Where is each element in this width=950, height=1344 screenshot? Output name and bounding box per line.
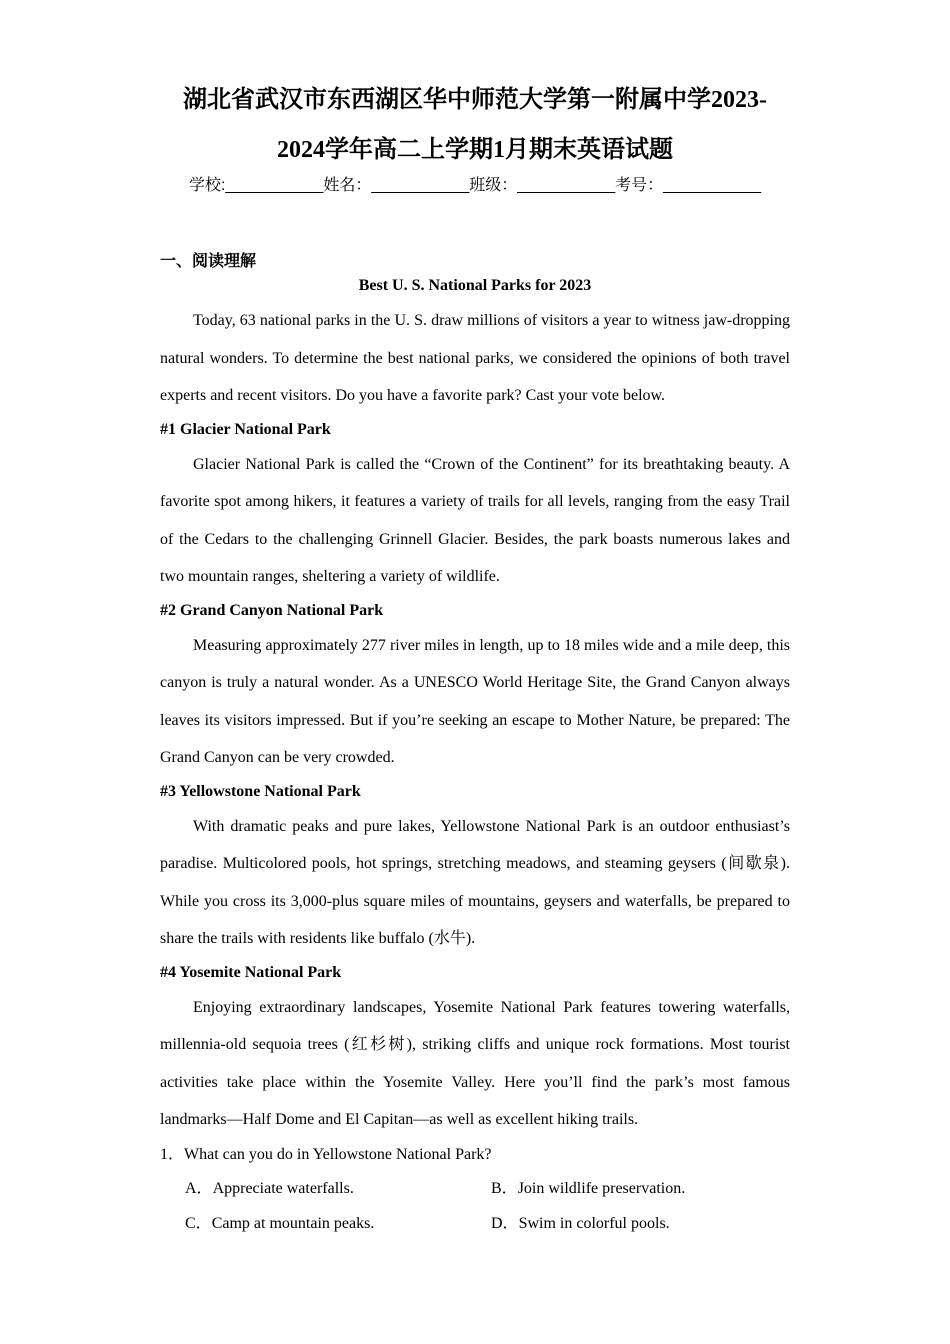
class-label: 班级： (469, 177, 518, 194)
name-blank: ___________ (371, 177, 470, 194)
park-text-grand-canyon: Measuring approximately 277 river miles in length, up to 18 miles wide and a mile deep, this canyon is truly a natural wonder. As a UNESCO World Heritage Site, the Grand Canyon always leaves its visitors impressed. But if you’re seeking an escape to Mother Nature, be prepared: The Grand Canyon can be very crowded. (160, 636, 790, 766)
exam-id-blank: ___________ (663, 177, 762, 194)
park-text-yellowstone: With dramatic peaks and pure lakes, Yellowstone National Park is an outdoor enthusiast’s paradise. Multicolored pools, hot springs, stretching meadows, and steaming geysers (间歇泉). While you cross its 3,000-plus square miles of mountains, geysers and waterfalls, be prepared to share the trails with residents like buffalo (水牛). (160, 817, 790, 947)
passage-intro: Today, 63 national parks in the U. S. draw millions of visitors a year to witness jaw-dropping natural wonders. To determine the best national parks, we considered the opinions of both travel experts and recent visitors. Do you have a favorite park? Cast your vote below. (160, 312, 790, 404)
option-letter: B． (491, 1180, 518, 1198)
park-text-yosemite: Enjoying extraordinary landscapes, Yosemite National Park features towering waterfalls, millennia-old sequoia trees (红杉树), striking cliffs and unique rock formations. Most tourist activities take place within the Yosemite Valley. Here you’ll find the park’s most famous landmarks—Half Dome and El Capitan—as well as excellent hiking trails. (160, 998, 790, 1128)
option-text: Camp at mountain peaks. (211, 1215, 375, 1233)
question-number: 1． (160, 1146, 185, 1164)
option-letter: C． (185, 1215, 212, 1233)
option-text: Join wildlife preservation. (517, 1180, 686, 1198)
question-text: What can you do in Yellowstone National Park? (184, 1146, 492, 1164)
school-label: 学校: (188, 177, 226, 194)
exam-info-bar (0, 174, 950, 198)
option-b (491, 1171, 790, 1206)
park-text-glacier: Glacier National Park is called the “Crown of the Continent” for its breathtaking beauty. A favorite spot among hikers, it features a variety of trails for all levels, ranging from the easy Trail of the Cedars to the challenging Grinnell Glacier. Besides, the park boasts numerous lakes and two mountain ranges, sheltering a variety of wildlife. (160, 455, 790, 585)
section-heading: 一、阅读理解 (160, 253, 257, 270)
option-letter: A． (185, 1180, 213, 1198)
school-blank: ___________ (225, 177, 324, 194)
option-d (491, 1206, 790, 1241)
option-text: Appreciate waterfalls. (212, 1180, 354, 1198)
park-heading-yellowstone: #3 Yellowstone National Park (160, 783, 361, 801)
title-line-2: 2024学年高二上学期1月期末英语试题 (277, 137, 673, 163)
park-heading-yosemite: #4 Yosemite National Park (160, 964, 342, 982)
name-label: 姓名： (323, 177, 372, 194)
page-title (0, 75, 950, 175)
passage-title: Best U. S. National Parks for 2023 (358, 277, 592, 294)
exam-id-label: 考号： (615, 177, 664, 194)
option-a (185, 1171, 491, 1206)
answer-options (185, 1171, 790, 1241)
option-c (185, 1206, 491, 1241)
option-text: Swim in colorful pools. (518, 1215, 670, 1233)
park-heading-grand-canyon: #2 Grand Canyon National Park (160, 602, 384, 620)
question-stem (160, 1138, 790, 1171)
park-heading-glacier: #1 Glacier National Park (160, 421, 331, 439)
reading-passage (160, 274, 790, 1241)
question-1 (160, 1138, 790, 1241)
class-blank: ___________ (517, 177, 616, 194)
option-letter: D． (491, 1215, 519, 1233)
title-line-1: 湖北省武汉市东西湖区华中师范大学第一附属中学2023- (183, 87, 767, 113)
